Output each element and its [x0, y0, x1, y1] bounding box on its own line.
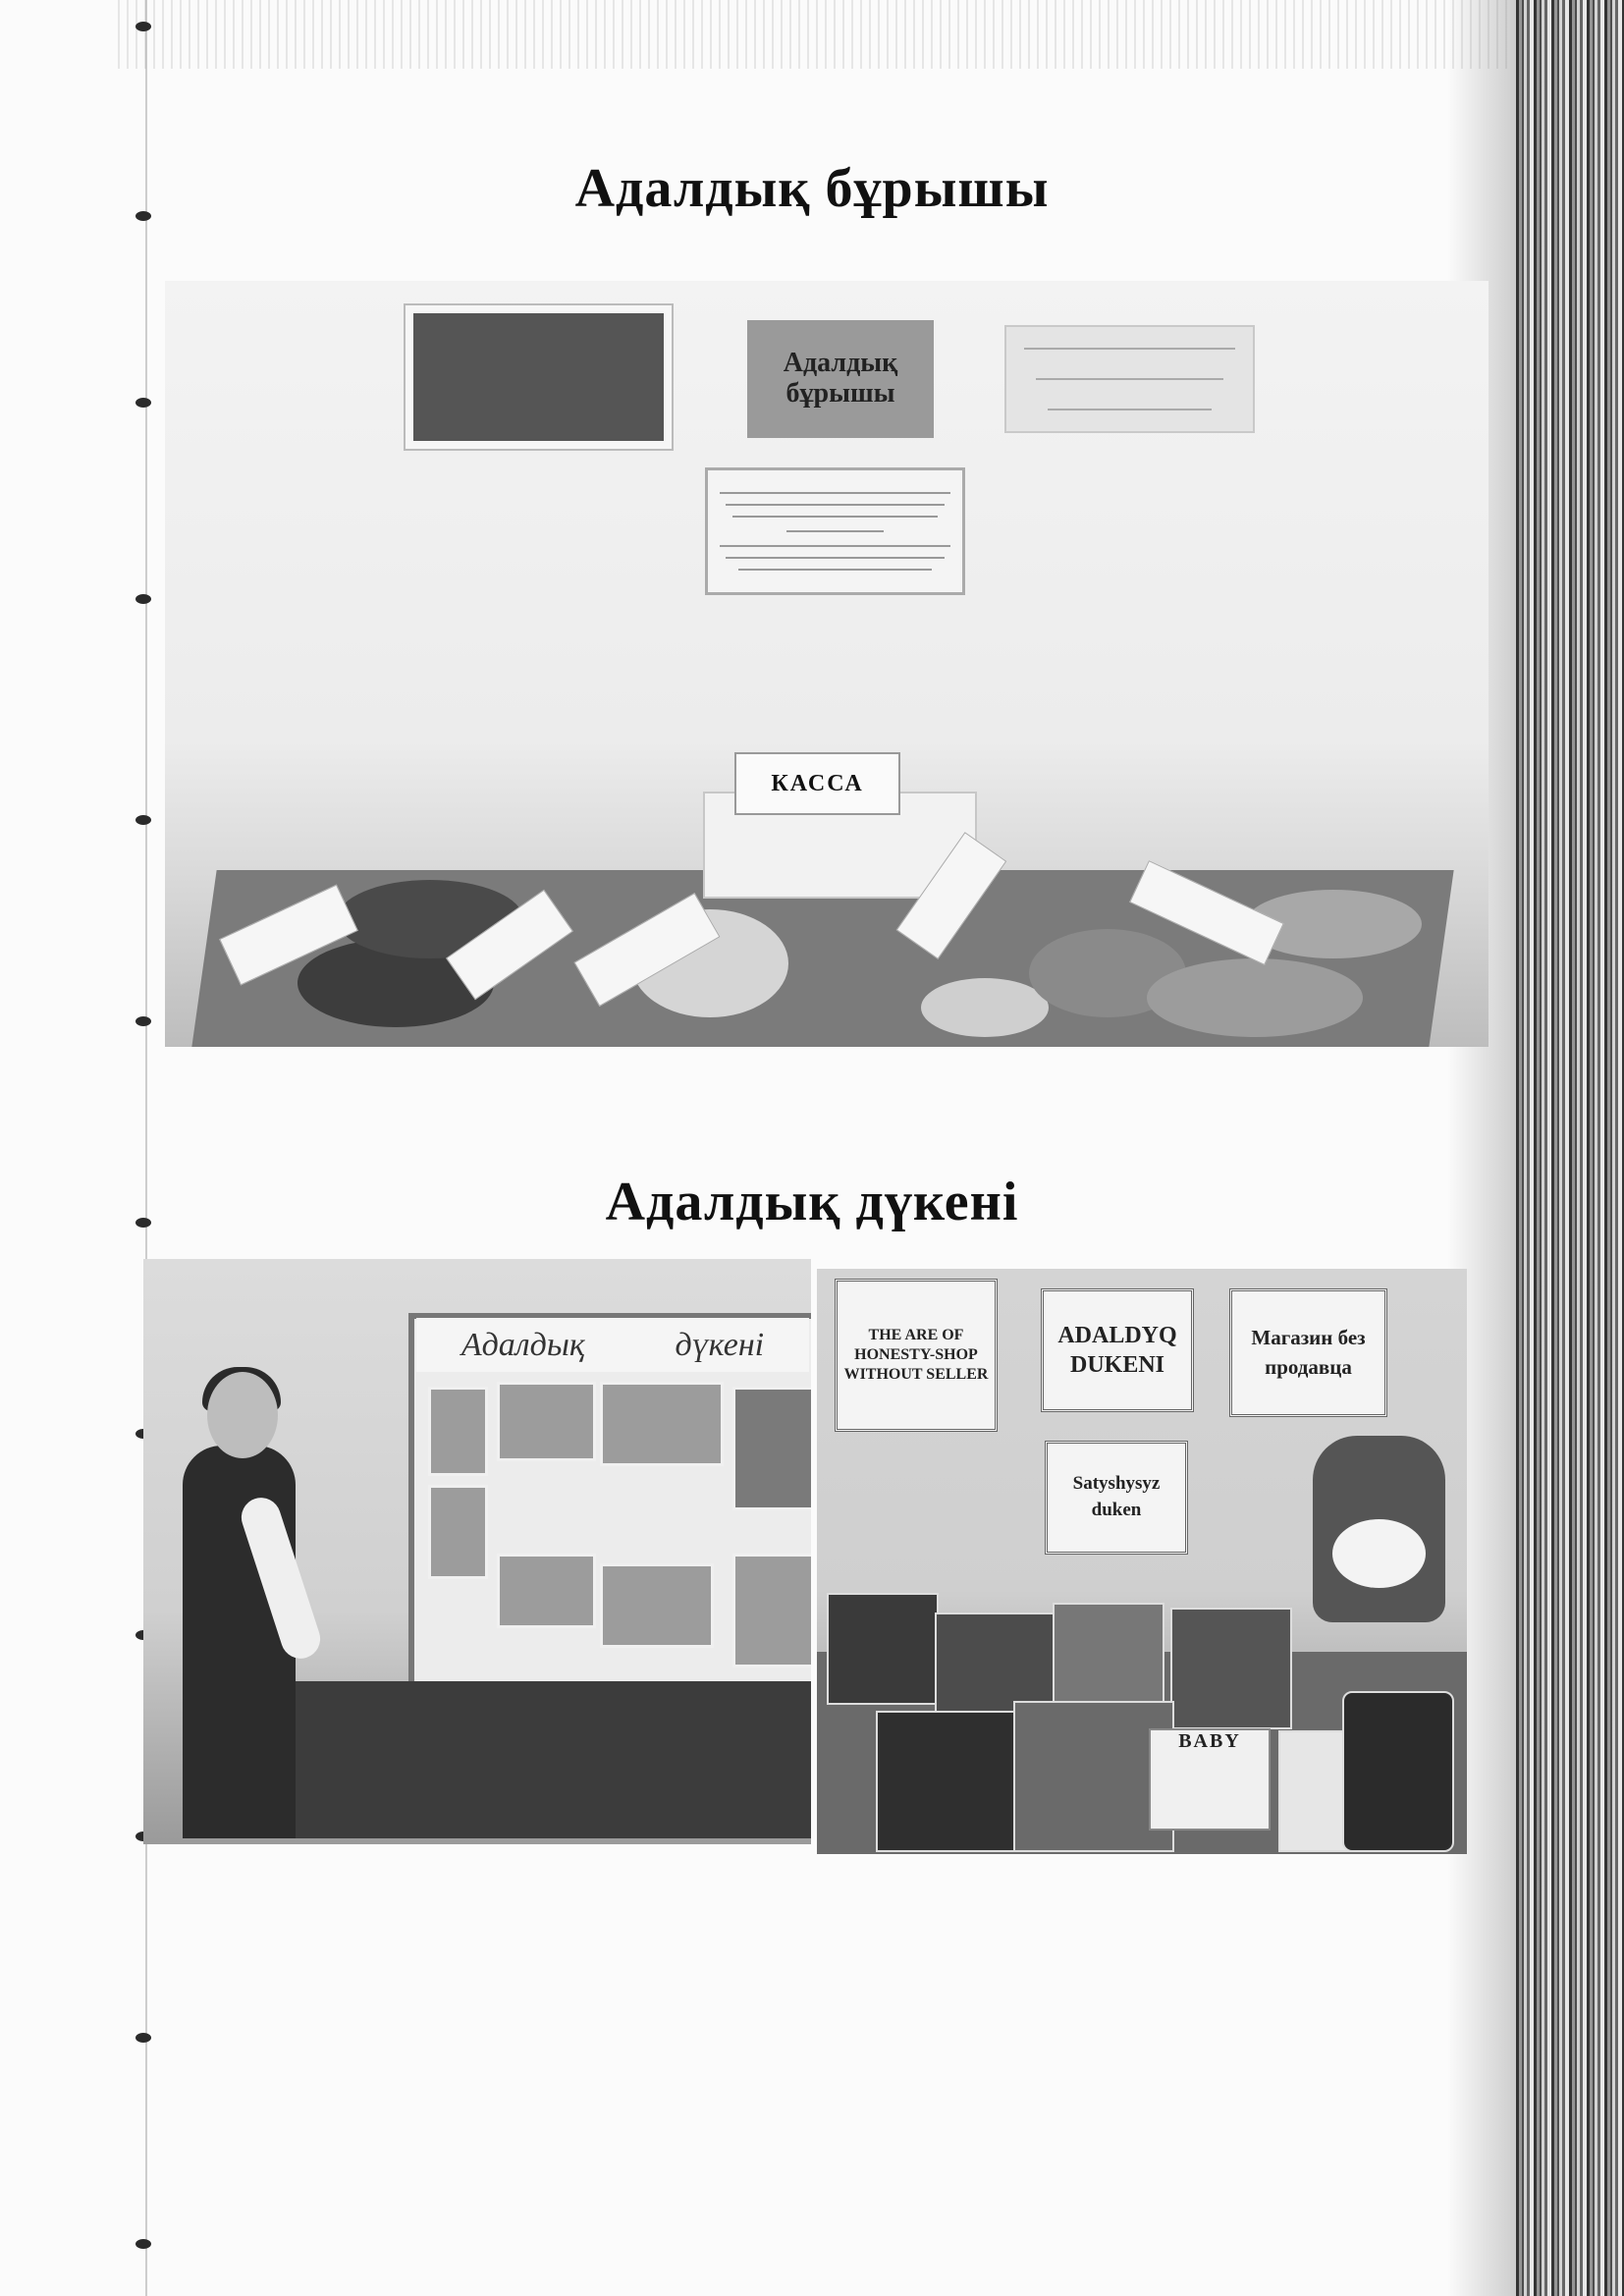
binding-line — [145, 0, 147, 2296]
display-board-banner — [416, 1318, 809, 1372]
section-title-corner: Адалдық бұрышы — [574, 158, 1050, 219]
binding-hole — [135, 2239, 151, 2249]
wall-board-goals — [705, 467, 965, 595]
sign-satyshysyz-duken: Satyshysyz duken — [1045, 1441, 1188, 1555]
board-picture — [428, 1387, 488, 1476]
board-picture-tree — [732, 1387, 811, 1510]
binding-hole — [135, 398, 151, 408]
wall-board-dark — [406, 305, 672, 449]
book — [1170, 1608, 1292, 1729]
wall-board-title: Адалдық бұрышы — [747, 320, 934, 438]
photo-honesty-shop-signs — [817, 1269, 1467, 1854]
sign-adaldyq-dukeni: ADALDYQ DUKENI — [1041, 1288, 1194, 1412]
board-picture — [732, 1554, 811, 1667]
book-baby — [1149, 1728, 1271, 1831]
board-picture — [497, 1554, 596, 1628]
scan-noise-top — [118, 0, 1512, 69]
board-picture — [428, 1485, 488, 1579]
pencil-case — [1342, 1691, 1454, 1852]
binding-hole — [135, 22, 151, 31]
board-picture — [497, 1382, 596, 1461]
section-title-shop: Адалдық дүкені — [605, 1172, 1019, 1232]
shop-table — [244, 1681, 811, 1838]
binding-hole — [135, 815, 151, 825]
book-baby-title: BABY — [1178, 1730, 1241, 1752]
book — [827, 1593, 939, 1705]
student-head — [207, 1372, 278, 1458]
binding-hole — [135, 594, 151, 604]
board-picture — [600, 1382, 724, 1466]
bread-cookie — [921, 978, 1049, 1037]
bread-pastry — [1147, 958, 1363, 1037]
student-figure — [183, 1446, 296, 1838]
binding-hole — [135, 1016, 151, 1026]
board-picture — [600, 1563, 714, 1648]
backpack-mouse-face — [1332, 1519, 1426, 1588]
banner-word-right: дүкені — [675, 1326, 765, 1363]
banner-word-left: Адалдық — [460, 1326, 585, 1363]
sign-russian: Магазин без продавца — [1229, 1288, 1387, 1417]
scan-noise-edge — [1516, 0, 1624, 2296]
sign-english: THE ARE OF HONESTY-SHOP WITHOUT SELLER — [835, 1279, 998, 1432]
photo-honesty-shop-stand — [143, 1259, 811, 1844]
binding-hole — [135, 2033, 151, 2043]
cash-box-label: КАССА — [734, 752, 900, 815]
photo-honesty-corner — [165, 281, 1489, 1047]
wall-board-notes — [1004, 325, 1255, 433]
